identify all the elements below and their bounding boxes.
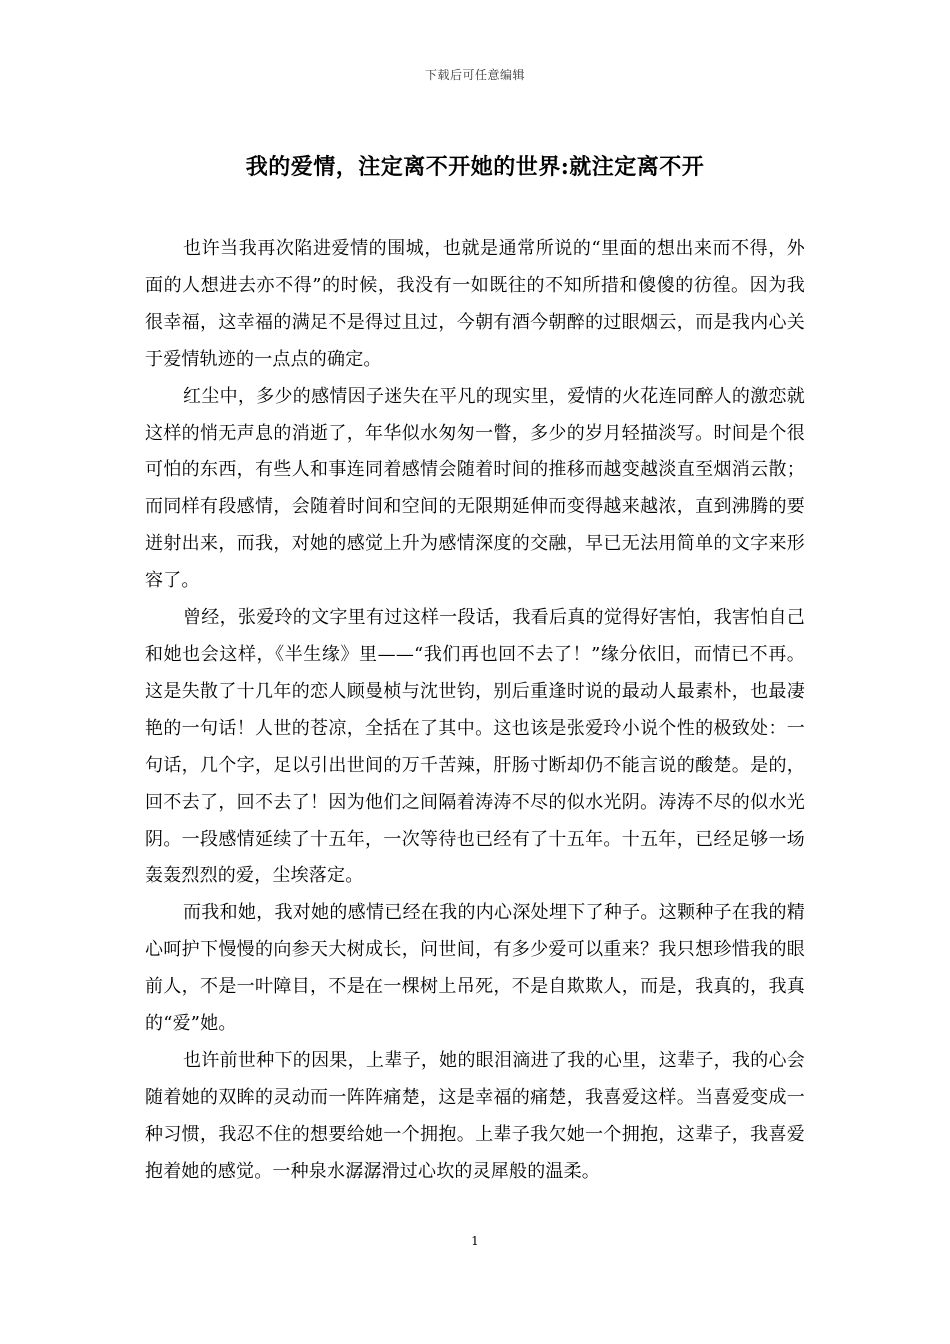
paragraph: 而我和她，我对她的感情已经在我的内心深处埋下了种子。这颗种子在我的精心呵护下慢慢的向参天大树成长，问世间，有多少爱可以重来？我只想珍惜我的眼前人，不是一叶障目，不是在一棵树上吊死，不是自欺欺人，而是，我真的，我真的“爱”她。 <box>145 902 805 1035</box>
page-header-note: 下载后可任意编辑 <box>424 68 525 82</box>
page-number: 1 <box>471 1234 479 1248</box>
article-title: 我的爱情，注定离不开她的世界:就注定离不开 <box>245 154 705 180</box>
paragraph: 也许前世种下的因果，上辈子，她的眼泪滴进了我的心里，这辈子，我的心会随着她的双眸的灵动而一阵阵痛楚，这是幸福的痛楚，我喜爱这样。当喜爱变成一种习惯，我忍不住的想要给她一个拥抱。上辈子我欠她一个拥抱，这辈子，我喜爱抱着她的感觉。一种泉水潺潺滑过心坎的灵犀般的温柔。 <box>145 1049 805 1182</box>
paragraph: 红尘中，多少的感情因子迷失在平凡的现实里，爱情的火花连同醉人的激恋就这样的悄无声息的消逝了，年华似水匆匆一瞥，多少的岁月轻描淡写。时间是个很可怕的东西，有些人和事连同着感情会随着时间的推移而越变越淡直至烟消云散；而同样有段感情，会随着时间和空间的无限期延伸而变得越来越浓，直到沸腾的要迸射出来，而我，对她的感觉上升为感情深度的交融，早已无法用简单的文字来形容了。 <box>145 385 805 592</box>
paragraph: 曾经，张爱玲的文字里有过这样一段话，我看后真的觉得好害怕，我害怕自己和她也会这样，《半生缘》里——“我们再也回不去了！”缘分依旧，而情已不再。这是失散了十几年的恋人顾曼桢与沈世钧，别后重逢时说的最动人最素朴，也最凄艳的一句话！人世的苍凉，全括在了其中。这也该是张爱玲小说个性的极致处：一句话，几个字，足以引出世间的万千苦辣，肝肠寸断却仍不能言说的酸楚。是的，回不去了，回不去了！因为他们之间隔着涛涛不尽的似水光阴。涛涛不尽的似水光阴。一段感情延续了十五年，一次等待也已经有了十五年。十五年，已经足够一场轰轰烈烈的爱，尘埃落定。 <box>145 607 805 887</box>
article-body <box>145 231 805 1191</box>
paragraph: 也许当我再次陷进爱情的围城，也就是通常所说的“里面的想出来而不得，外面的人想进去亦不得”的时候，我没有一如既往的不知所措和傻傻的彷徨。因为我很幸福，这幸福的满足不是得过且过，今朝有酒今朝醉的过眼烟云，而是我内心关于爱情轨迹的一点点的确定。 <box>145 238 805 370</box>
